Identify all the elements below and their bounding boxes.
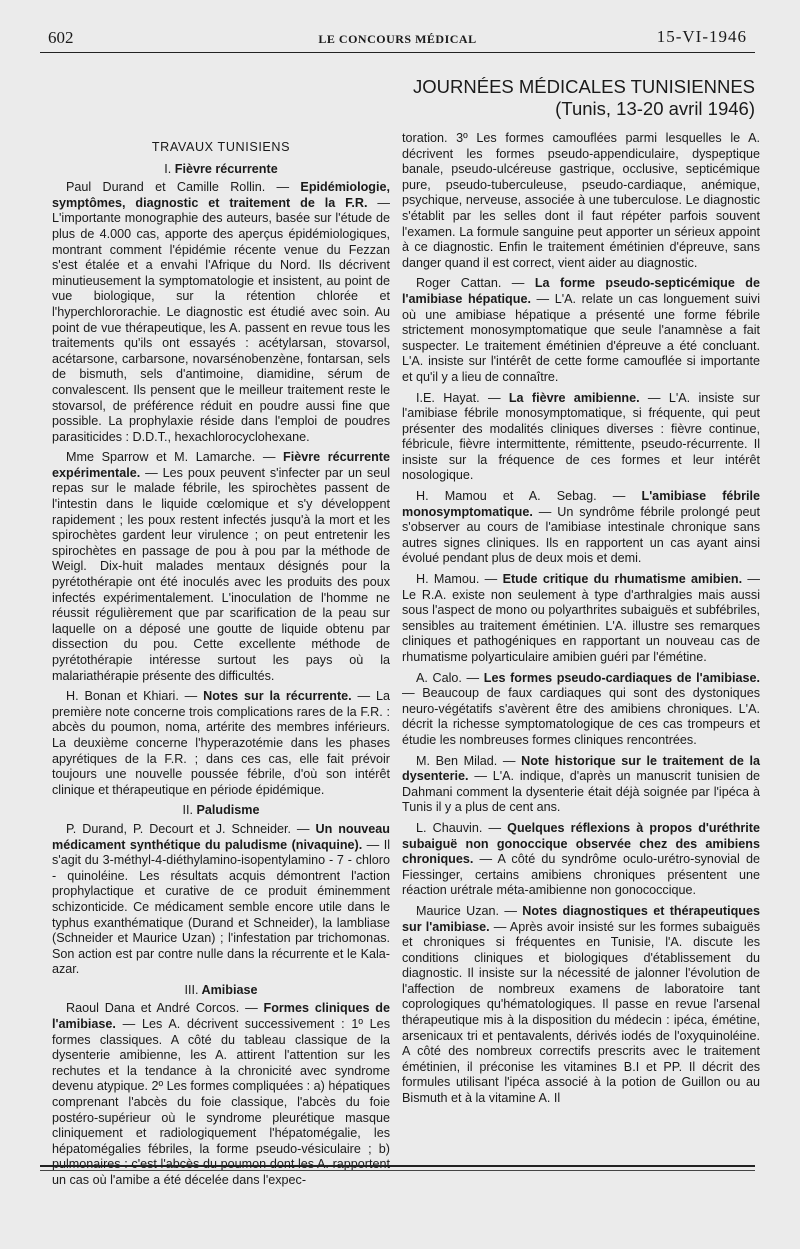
section-heading bbox=[413, 76, 755, 120]
article-chauvin: L. Chauvin. — Quelques réflexions à propos d'uréthrite subaiguë non gonoccique observée chez des amibiens chroniques. — A côté du syndrôme oculo-urétro-synovial de Fiessinger, certains amibiens chroniques présentent une réaction urétrale méta-amibienne non gonococcique. bbox=[402, 820, 760, 898]
section-heading-3: III. Amibiase bbox=[184, 982, 258, 997]
article-durand-decourt-schneider: P. Durand, P. Decourt et J. Schneider. — Un nouveau médicament synthétique du paludisme (nivaquine). — Il s'agit du 3-méthyl-4-diéthylamino-isopentylamino - 7 - chloro - quinoléine. Les résultats acquis démontrent l'action prophylactique et curative de ce produit éminemment schizonticide. Ce médicament semble encore utile dans le typhus exanthématique (Durand et Schneider), la lambliase (Schneider et Maurice Uzan) ; l'infestation par trichomonas. Son action est par contre nulle dans la récurrente et le Kala-azar. bbox=[52, 821, 391, 977]
section-heading-2: II. Paludisme bbox=[182, 803, 260, 818]
article-calo: A. Calo. — Les formes pseudo-cardiaques de l'amibiase. — Beaucoup de faux cardiaques qui sont des dystoniques neuro-végétatifs s'avèrent être des amibiens chroniques. L'A. décrit la richesse symptomatologique de ces cas trompeurs et étudie les nombreuses formes cliniques rencontrées. bbox=[402, 670, 761, 747]
right-column bbox=[402, 131, 760, 1112]
article-hayat: I.E. Hayat. — La fièvre amibienne. — L'A. insiste sur l'amibiase fébrile monosymptomatique, si fréquente, qui peut présenter des modalités cliniques diverses : fièvre continue, fébricule, fièvre intermittente, rémittente, pseudo-récurrente. Il insiste sur la fréquence de ces formes et leur intérêt nosologique. bbox=[402, 390, 760, 483]
section-heading-1: I. Fièvre récurrente bbox=[164, 161, 278, 176]
article-sparrow-lamarche: Mme Sparrow et M. Lamarche. — Fièvre récurrente expérimentale. — Les poux peuvent s'infecter par un seul repas sur le malade fébrile, les spirochètes passent de l'intestin dans le liquide cœlomique et s'y développent rapidement ; les poux restent infectés jusqu'à la mort et les spirochètes gardent leur virulence ; on peut entretenir les spirochètes en passage de pou à pou par la méthode de Weigl. Dix-huit malades mentaux désignés pour la pyrétothérapie ont été inoculés avec les produits des poux infectés expérimentalement. L'inoculation de l'homme ne réussit régulièrement que par scarification de la peau sur laquelle on a déposé une goutte de liquide obtenu par dissection du pou. Cette excellente méthode de pyrétothérapie intéresse surtout les pays où la malariathérapie présente des difficultés. bbox=[52, 450, 390, 683]
article-mamou: H. Mamou. — Etude critique du rhumatisme amibien. — Le R.A. existe non seulement à type d'arthralgies mais aussi sous l'aspect de mono ou polyarthrites subaiguës et subfébriles, sensibles au traitement émétinien. L'A. illustre ses remarques cliniques et pathogéniques en rapportant un nouveau cas de rhumatisme polyarticulaire amibien guéri par l'émétine. bbox=[402, 572, 761, 664]
travaux-heading: TRAVAUX TUNISIENS bbox=[151, 140, 291, 154]
article-bonan-khiari: H. Bonan et Khiari. — Notes sur la récurrente. — La première note concerne trois complications rares de la F.R. : abcès du poumon, noma, artérite des membres inférieurs. La deuxième concerne l'hyperazotémie dans les phases apyrétiques de la F.R. ; dans ces cas, elle fait prévoir toujours une nouvelle poussée fébrile, d'où son intérêt clinique et thérapeutique en période épidémique. bbox=[52, 689, 390, 797]
article-dana-corcos-continued: toration. 3º Les formes camouflées parmi lesquelles le A. décrivent les formes pseudo-appendiculaire, dyspeptique banale, pseudo-ulcéreuse gastrique, occlusive, septicémique pure, pseudo-tuberculeuse, pseudo-cardiaque, anémique, psychique, nerveuse, associée à une tuberculose. Le diagnostic s'établit par les selles dont il faut répéter parfois souvent l'examen. La formule sanguine peut apporter un sérieux appoint à ce diagnostic. Enfin le traitement émétinien d'épreuve, sans danger quand il est correct, vient aider au diagnostic. bbox=[402, 131, 760, 270]
article-cattan: Roger Cattan. — La forme pseudo-septicémique de l'amibiase hépatique. — L'A. relate un cas longuement suivi où une amibiase hépatique a présenté une forme fébrile strictement monosymptomatique que seule l'anamnèse a fait suspecter. Le traitement émétinien d'épreuve a été concluant. L'A. insiste sur l'intérêt de cette forme camouflée si importante et qu'il y a lieu de connaître. bbox=[402, 276, 760, 384]
article-durand-rollin: Paul Durand et Camille Rollin. — Epidémiologie, symptômes, diagnostic et traitement de la F.R. — L'importante monographie des auteurs, basée sur l'étude de plus de 4.000 cas, apporte des aperçus épidémiologiques, montrant comment l'épidémie récente venue du Fezzan s'est étalée et a envahi l'Afrique du Nord. Ils décrivent minutieusement la symptomatologie et insistent, au point de vue biologique, sur la rétention chlorée et l'hyperchlororachie. Le diagnostic est étudié avec soin. Au point de vue thérapeutique, les A. passent en revue tous les traitements qu'ils ont essayés : acétylarsan, stovarsol, acétarsone, carbarsone, novarsénobenzène, fontarsan, sels de bismuth, sels d'antimoine, diamidine, sérum de convalescent. Ils pensent que le meilleur traitement reste le stovarsol, de préférence réduit en poudre aussi fine que possible. La prophylaxie réside dans l'emploi de poudres parasiticides : D.D.T., hexachlorocyclohexane. bbox=[52, 180, 390, 444]
issue-date: 15-VI-1946 bbox=[656, 27, 747, 46]
journal-title: LE CONCOURS MÉDICAL bbox=[318, 32, 477, 46]
section-title: JOURNÉES MÉDICALES TUNISIENNES bbox=[413, 76, 755, 97]
page-number: 602 bbox=[48, 28, 74, 47]
article-uzan: Maurice Uzan. — Notes diagnostiques et thérapeutiques sur l'amibiase. — Après avoir insisté sur les formes subaiguës et chroniques si fréquentes en Tunisie, l'A. discute les conditions cliniques et biologiques d'établissement du diagnostic. Il insiste sur la nécessité de jalonner l'évolution de l'affection de nombreux examens de laboratoire tant coprologiques qu'hématologiques. Il passe en revue l'arsenal thérapeutique mis à la disposition du médecin : ipéca, émétine, arsenicaux tri et pentavalents, dérivés iodés de l'oxyquinoléine. A côté des nombreux correctifs prescrits avec le traitement émétinien, il préconise les vitamines B.I et PP. Il décrit des formules utilisant l'ipéca associé à la potion de Guillon ou au Bismuth et à la vitamine A. Il bbox=[402, 903, 761, 1106]
article-ben-milad: M. Ben Milad. — Note historique sur le traitement de la dysenterie. — L'A. indique, d'après un manuscrit tunisien de Dahmani comment la dysenterie était déjà soignée par l'ipéca à Tunis il y a plus de cent ans. bbox=[402, 753, 760, 815]
article-dana-corcos: Raoul Dana et André Corcos. — Formes cliniques de l'amibiase. — Les A. décrivent successivement : 1º Les formes classiques. A côté du tableau classique de la dysenterie amibienne, les A. attirent l'attention sur les rechutes et la tendance à la chronicité avec syndrome devenu atypique. 2º Les formes compliquées : a) hépatiques comprenant l'abcès du foie classique, l'abcès du foie postéro-supérieur où le syndrome pleurétique masque cliniquement et radiologiquement l'hépatomégalie, les hépatomégalies fébriles, la forme pseudo-vésiculaire ; b) pulmonaires : c'est l'abcès du poumon dont les A. rapportent un cas où l'amibe a été décelée dans l'expec- bbox=[52, 1001, 390, 1187]
footer-rule bbox=[40, 1165, 755, 1167]
footer-rule-thin bbox=[40, 1170, 755, 1171]
article-mamou-sebag: H. Mamou et A. Sebag. — L'amibiase fébrile monosymptomatique. — Un syndrôme fébrile prolongé peut s'observer au cours de l'amibiase intestinale chronique sans autres signes cliniques. Ils en rapportent un cas ayant ainsi évolué pendant plus de deux mois et demi. bbox=[402, 489, 761, 566]
running-header bbox=[40, 26, 755, 53]
section-subtitle: (Tunis, 13-20 avril 1946) bbox=[555, 98, 755, 119]
left-column bbox=[52, 140, 390, 1194]
